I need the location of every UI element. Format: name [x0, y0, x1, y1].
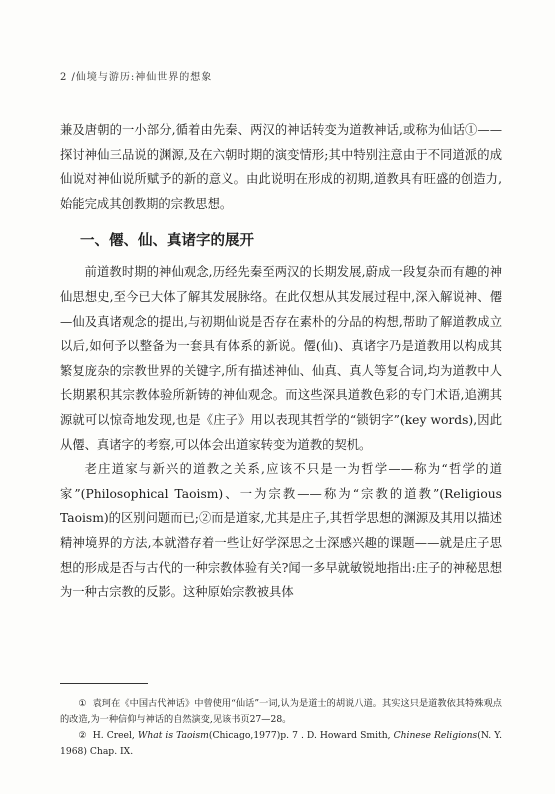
footnote-2 [60, 728, 502, 760]
book-title: Chinese Religions [393, 730, 478, 741]
paragraph: 前道教时期的神仙观念,历经先秦至两汉的长期发展,蔚成一段复杂而有趣的神仙思想史,至今已大体了解其发展脉络。在此仅想从其发展过程中,深入解说神、僊—仙及真诸观念的提出,与初期仙说是否存在素朴的分品的构想,帮助了解道教成立以后,如何予以整备为一套具有体系的新说。僊(仙)、真诸字乃是道教用以构成其繁复庞杂的宗教世界的关键字,所有描述神仙、仙真、真人等复合词,均为道教中人长期累积其宗教体验所新铸的神仙观念。而这些深具道教色彩的专门术语,追溯其源就可以惊奇地发现,也是《庄子》用以表现其哲学的“锁钥字”(key words),因此从僊、真诸字的考察,可以体会出道家转变为道教的契机。 [60, 265, 502, 452]
footnote-text: H. Creel, [92, 730, 135, 741]
body-text [60, 118, 502, 605]
footnote-text: 袁珂在《中国古代神话》中曾使用“仙话”一词,认为是道士的胡说八道。其实这只是道教依其特殊观点的改造,为一种信仰与神话的自然演变,见该书页27—28。 [60, 698, 502, 725]
footnote-mark: ② [78, 730, 87, 741]
section-heading: 一、僊、仙、真诸字的展开 [80, 232, 254, 250]
footnote-text: (N. Y. 1968) Chap. IX. [60, 730, 503, 757]
footnotes [60, 696, 502, 760]
paragraph: 老庄道家与新兴的道教之关系,应该不只是一为哲学——称为“哲学的道家”(Philosophical Taoism)、一为宗教——称为“宗教的道教”(Religious Taoism)的区别问题而已;②而是道家,尤其是庄子,其哲学思想的渊源及其用以描述精神境界的方法,本就潜存着一些让好学深思之士深感兴趣的课题——就是庄子思想的形成是否与古代的一种宗教体验有关?闻一多早就敏锐地指出:庄子的神秘思想为一种古宗教的反影。这种原始宗教被具体 [60, 462, 502, 600]
footnote-divider [60, 683, 148, 684]
running-head: 2 /仙境与游历:神仙世界的想象 [60, 72, 213, 83]
footnote-1 [60, 696, 502, 728]
paragraph-continuation: 兼及唐朝的一小部分,循着由先秦、两汉的神话转变为道教神话,或称为仙话①——探讨神仙三品说的渊源,及在六朝时期的演变情形;其中特别注意由于不同道派的成仙说对神仙说所赋予的新的意义。由此说明在形成的初期,道教具有旺盛的创造力,始能完成其创教期的宗教思想。 [60, 123, 502, 211]
footnote-mark: ① [78, 698, 87, 709]
footnote-text: (Chicago,1977)p. 7 . D. Howard Smith, [208, 730, 391, 741]
book-title: What is Taoism [137, 730, 209, 741]
